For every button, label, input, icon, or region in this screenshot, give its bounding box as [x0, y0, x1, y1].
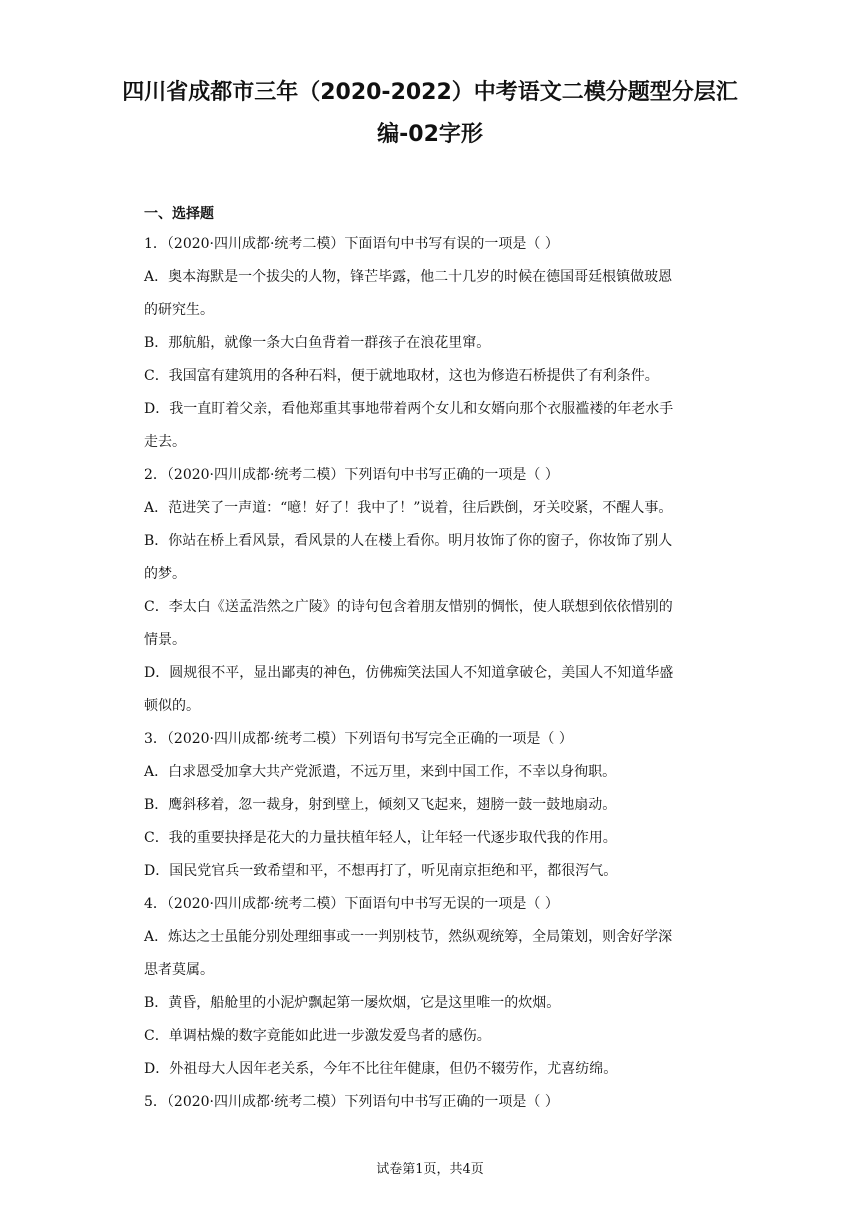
text-line: D．我一直盯着父亲，看他郑重其事地带着两个女儿和女婿向那个衣服褴褛的年老水手: [144, 401, 674, 417]
text-line: C．单调枯燥的数字竟能如此进一步激发爱鸟者的感伤。: [144, 1028, 491, 1044]
text-line: 情景。: [144, 632, 186, 648]
text-line: C．我的重要抉择是花大的力量扶植年轻人，让年轻一代逐步取代我的作用。: [144, 830, 617, 846]
text-line: 4．（2020·四川成都·统考二模）下面语句中书写无误的一项是（ ）: [144, 896, 559, 912]
text-line: 顿似的。: [144, 698, 200, 714]
page-title-line-1: 四川省成都市三年（2020-2022）中考语文二模分题型分层汇: [122, 80, 738, 105]
text-line: B．黄昏，船舱里的小泥炉飘起第一屡炊烟，它是这里唯一的炊烟。: [144, 995, 561, 1011]
text-line: 走去。: [144, 434, 186, 450]
text-line: 的梦。: [144, 566, 186, 582]
question-list: [144, 228, 719, 1119]
text-line: D．圆规很不平，显出鄙夷的神色，仿佛痴笑法国人不知道拿破仑，美国人不知道华盛: [144, 665, 674, 681]
text-line: 1．（2020·四川成都·统考二模）下面语句中书写有误的一项是（ ）: [144, 236, 559, 252]
text-line: 思者莫属。: [144, 962, 214, 978]
text-line: B．那航船，就像一条大白鱼背着一群孩子在浪花里窜。: [144, 335, 491, 351]
text-line: D．国民党官兵一致希望和平，不想再打了，听见南京拒绝和平，都很泻气。: [144, 863, 618, 879]
text-line: 的研究生。: [144, 302, 214, 318]
page-title-line-2: 编-02字形: [377, 122, 483, 147]
text-line: C．我国富有建筑用的各种石料，便于就地取材，这也为修造石桥提供了有利条件。: [144, 368, 659, 384]
page-footer: 试卷第1页，共4页: [376, 1162, 484, 1177]
text-line: B．你站在桥上看风景，看风景的人在楼上看你。明月妆饰了你的窗子，你妆饰了别人: [144, 533, 673, 549]
text-line: 5．（2020·四川成都·统考二模）下列语句中书写正确的一项是（ ）: [144, 1094, 559, 1110]
text-line: A．白求恩受加拿大共产党派遣，不远万里，来到中国工作，不幸以身徇职。: [144, 764, 617, 780]
section-heading: 一、选择题: [144, 206, 214, 222]
text-line: A．范进笑了一声道：“噫！好了！我中了！”说着，往后跌倒，牙关咬紧，不醒人事。: [144, 500, 673, 516]
text-line: D．外祖母大人因年老关系，今年不比往年健康，但仍不辍劳作，尤喜纺绵。: [144, 1061, 618, 1077]
text-line: 2．（2020·四川成都·统考二模）下列语句中书写正确的一项是（ ）: [144, 467, 559, 483]
text-line: A．炼达之士虽能分别处理细事或一一判别枝节，然纵观统筹，全局策划，则舍好学深: [144, 929, 673, 945]
text-line: B．鹰斜移着，忽一裁身，射到壁上，倾刻又飞起来，翅膀一鼓一鼓地扇动。: [144, 797, 617, 813]
text-line: C．李太白《送孟浩然之广陵》的诗句包含着朋友惜别的惆怅，使人联想到依依惜别的: [144, 599, 673, 615]
text-line: A．奥本海默是一个拔尖的人物，锋芒毕露，他二十几岁的时候在德国哥廷根镇做玻恩: [144, 269, 673, 285]
text-line: 3．（2020·四川成都·统考二模）下列语句书写完全正确的一项是（ ）: [144, 731, 573, 747]
